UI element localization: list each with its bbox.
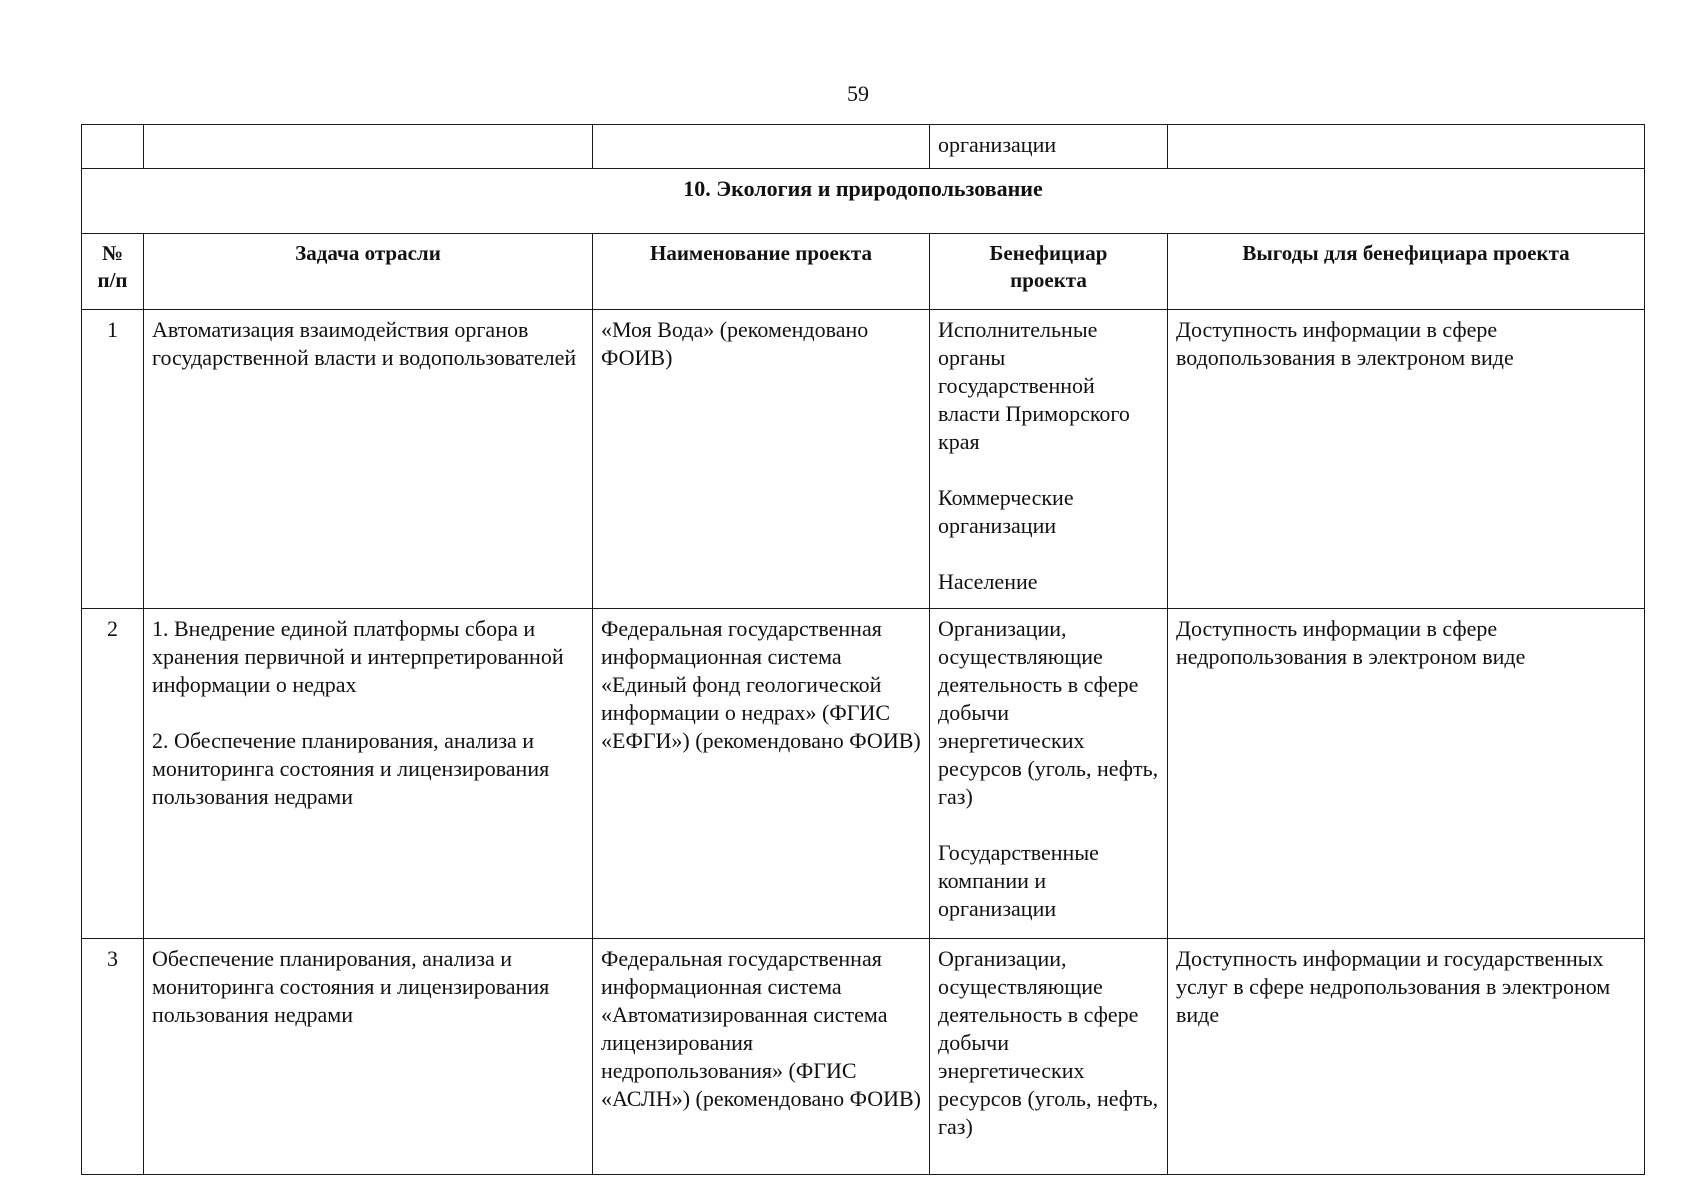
project-cell: Федеральная государственная информационная система «Единый фонд геологической информации о недрах» (ФГИС «ЕФГИ») (рекомендовано ФОИВ) [593,609,930,939]
beneficiary-cell [930,609,1168,939]
task-paragraph: 2. Обеспечение планирования, анализа и мониторинга состояния и лицензирования пользования недрами [152,728,550,809]
table-row [82,609,1645,939]
projects-table [81,124,1645,1175]
task-paragraph: Автоматизация взаимодействия органов государственной власти и водопользователей [152,317,577,370]
continued-beneficiary-cell: организации [930,125,1168,169]
task-cell [144,310,593,609]
beneficiary-paragraph: Коммерческие организации [938,485,1074,538]
benefits-cell: Доступность информации и государственных услуг в сфере недропользования в электроном виде [1168,939,1645,1175]
header-beneficiary-line1: Бенефициар [989,241,1108,265]
header-benefits: Выгоды для бенефициара проекта [1168,234,1645,310]
beneficiary-paragraph: Государственные компании и организации [938,840,1099,921]
row-number: 3 [82,939,144,1175]
beneficiary-cell [930,310,1168,609]
header-num [82,234,144,310]
header-beneficiary [930,234,1168,310]
header-project: Наименование проекта [593,234,930,310]
beneficiary-paragraph: Организации, осуществляющие деятельность в сфере добычи энергетических ресурсов (уголь, нефть, газ) [938,616,1159,809]
task-paragraph: 1. Внедрение единой платформы сбора и хранения первичной и интерпретированной информации о недрах [152,616,564,697]
project-cell: «Моя Вода» (рекомендовано ФОИВ) [593,310,930,609]
header-num-line1: № [101,241,124,265]
row-number: 2 [82,609,144,939]
continued-project-cell [593,125,930,169]
header-beneficiary-line2: проекта [1010,268,1087,292]
header-task: Задача отрасли [144,234,593,310]
header-row [82,234,1645,310]
benefits-cell: Доступность информации в сфере недропользования в электроном виде [1168,609,1645,939]
header-num-line2: п/п [97,268,128,292]
beneficiary-cell [930,939,1168,1175]
section-row [82,169,1645,234]
table-row [82,939,1645,1175]
beneficiary-paragraph: Организации, осуществляющие деятельность в сфере добычи энергетических ресурсов (уголь, нефть, газ) [938,946,1159,1139]
task-cell [144,609,593,939]
project-cell: Федеральная государственная информационная система «Автоматизированная система лицензирования недропользования» (ФГИС «АСЛН») (рекомендовано ФОИВ) [593,939,930,1175]
page-number: 59 [847,81,869,106]
continued-row [82,125,1645,169]
task-cell [144,939,593,1175]
row-number: 1 [82,310,144,609]
continued-task-cell [144,125,593,169]
continued-num-cell [82,125,144,169]
continued-benefits-cell [1168,125,1645,169]
table-row [82,310,1645,609]
benefits-cell: Доступность информации в сфере водопользования в электроном виде [1168,310,1645,609]
section-title: 10. Экология и природопользование [82,169,1645,234]
task-paragraph: Обеспечение планирования, анализа и мониторинга состояния и лицензирования пользования недрами [152,946,550,1027]
beneficiary-paragraph: Население [938,569,1038,594]
beneficiary-paragraph: Исполнительные органы государственной власти Приморского края [938,317,1130,454]
